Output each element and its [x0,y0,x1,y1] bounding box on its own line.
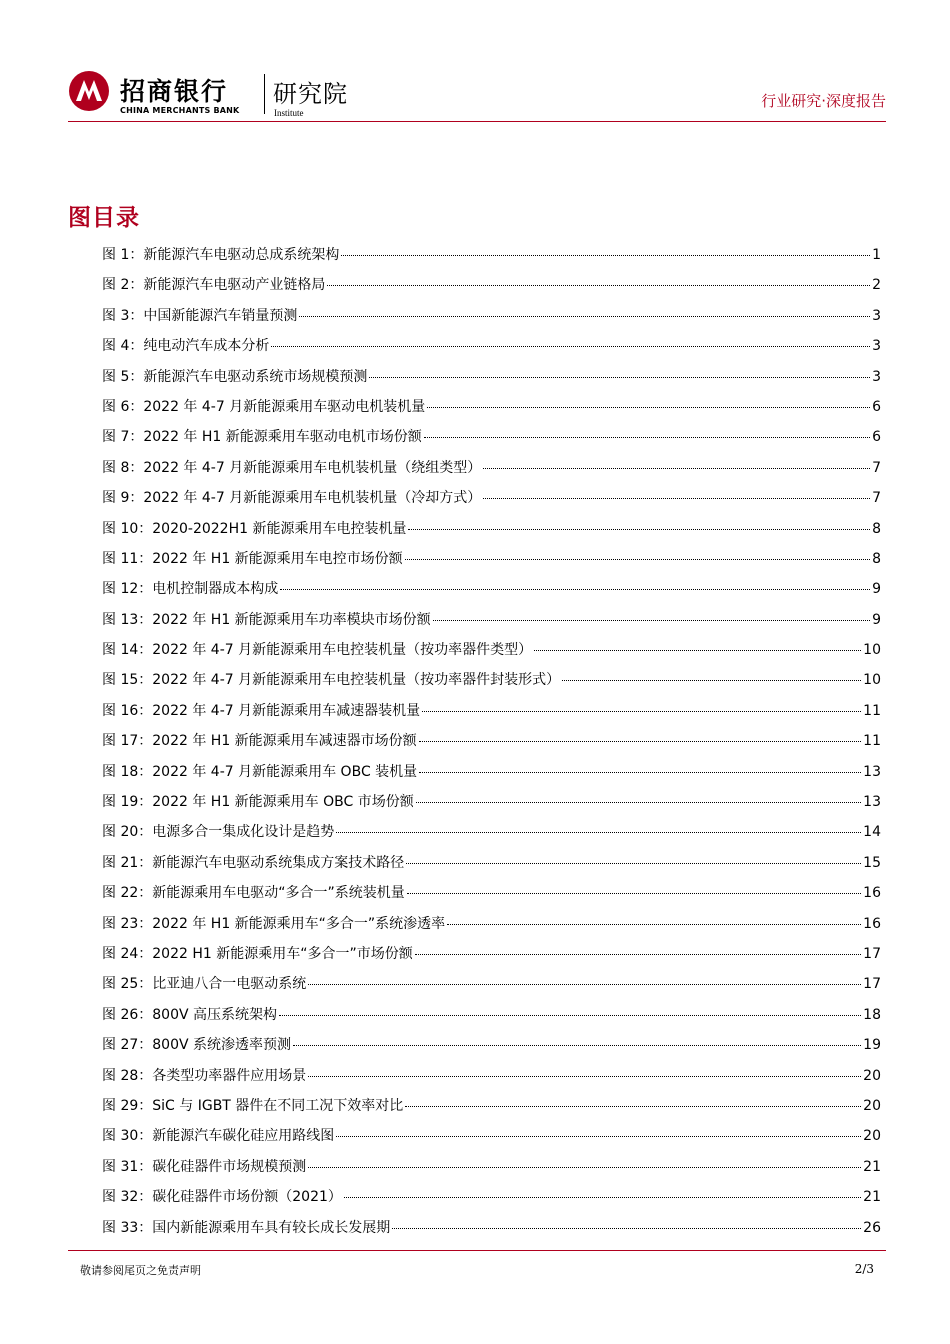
toc-dot-leader [406,863,861,864]
page-header [68,68,886,122]
toc-entry-label: 图 5：新能源汽车电驱动系统市场规模预测 [102,368,368,385]
toc-entry[interactable] [102,700,881,730]
toc-dot-leader [424,437,870,438]
toc-dot-leader [341,255,870,256]
toc-dot-leader [416,802,861,803]
toc-entry-page: 9 [872,611,881,628]
toc-entry-label: 图 30：新能源汽车碳化硅应用路线图 [102,1128,335,1145]
brand-english-name: CHINA MERCHANTS BANK [120,106,240,115]
toc-entry[interactable] [102,366,881,396]
toc-dot-leader [369,377,870,378]
toc-entry-label: 图 32：碳化硅器件市场份额（2021） [102,1189,342,1206]
toc-entry-page: 8 [872,520,881,537]
footer-rule [68,1250,886,1251]
toc-entry-page: 17 [863,976,881,993]
toc-entry-label: 图 22：新能源乘用车电驱动“多合一”系统装机量 [102,885,405,902]
toc-dot-leader [483,468,870,469]
toc-dot-leader [419,741,861,742]
toc-entry-page: 20 [863,1128,881,1145]
toc-entry[interactable] [102,548,881,578]
toc-entry-label: 图 29：SiC 与 IGBT 器件在不同工况下效率对比 [102,1097,404,1114]
toc-entry-page: 7 [872,490,881,507]
toc-entry-label: 图 26：800V 高压系统架构 [102,1006,278,1023]
toc-entry[interactable] [102,761,881,791]
toc-entry-page: 6 [872,429,881,446]
toc-dot-leader [271,346,870,347]
toc-dot-leader [308,1167,861,1168]
toc-entry-page: 2 [872,277,881,294]
toc-entry[interactable] [102,852,881,882]
toc-entry-page: 9 [872,581,881,598]
toc-entry-page: 8 [872,550,881,567]
toc-entry-label: 图 21：新能源汽车电驱动系统集成方案技术路径 [102,854,405,871]
toc-dot-leader [483,498,870,499]
toc-entry-page: 13 [863,794,881,811]
toc-dot-leader [405,559,870,560]
report-type: 行业研究·深度报告 [761,92,886,110]
toc-entry[interactable] [102,335,881,365]
institute-name: 研究院 [273,80,348,108]
toc-entry-page: 3 [872,368,881,385]
page-number: 2/3 [854,1262,874,1276]
header-divider [264,74,265,114]
toc-entry-page: 19 [863,1037,881,1054]
toc-entry[interactable] [102,518,881,548]
toc-entry-page: 1 [872,247,881,263]
toc-entry[interactable] [102,730,881,760]
toc-entry-label: 图 17：2022 年 H1 新能源乘用车减速器市场份额 [102,733,417,750]
toc-dot-leader [408,529,870,530]
toc-dot-leader [279,1015,861,1016]
toc-entry-label: 图 11：2022 年 H1 新能源乘用车电控市场份额 [102,550,403,567]
brand-name: 招商银行 [120,77,229,106]
toc-entry[interactable] [102,669,881,699]
toc-entry-label: 图 31：碳化硅器件市场规模预测 [102,1158,307,1175]
toc-entry-label: 图 4：纯电动汽车成本分析 [102,338,270,355]
toc-entry-page: 14 [863,824,881,841]
toc-entry-page: 10 [863,672,881,689]
toc-dot-leader [308,1076,861,1077]
toc-dot-leader [336,1136,861,1137]
toc-dot-leader [433,620,870,621]
toc-entry[interactable] [102,1065,881,1095]
toc-entry[interactable] [102,457,881,487]
toc-entry-label: 图 8：2022 年 4-7 月新能源乘用车电机装机量（绕组类型） [102,459,482,476]
toc-entry[interactable] [102,913,881,943]
toc-dot-leader [392,1228,861,1229]
toc-dot-leader [308,984,861,985]
toc-entry-page: 3 [872,307,881,324]
toc-entry[interactable] [102,821,881,851]
toc-dot-leader [427,407,870,408]
institute-english-name: Institute [274,108,304,118]
toc-entry-label: 图 3：中国新能源汽车销量预测 [102,307,298,324]
footer-disclaimer: 敬请参阅尾页之免责声明 [80,1264,201,1277]
toc-entry[interactable] [102,882,881,912]
toc-dot-leader [336,832,861,833]
toc-entry-label: 图 28：各类型功率器件应用场景 [102,1067,307,1084]
toc-entry[interactable] [102,1217,881,1247]
toc-entry-label: 图 7：2022 年 H1 新能源乘用车驱动电机市场份额 [102,429,422,446]
toc-entry[interactable] [102,943,881,973]
toc-entry-label: 图 24：2022 H1 新能源乘用车“多合一”市场份额 [102,945,413,962]
toc-entry-label: 图 1：新能源汽车电驱动总成系统架构 [102,247,340,263]
toc-dot-leader [327,285,870,286]
toc-entry-page: 13 [863,763,881,780]
toc-entry[interactable] [102,1125,881,1155]
toc-entry-label: 图 27：800V 系统渗透率预测 [102,1037,292,1054]
toc-entry[interactable] [102,1156,881,1186]
toc-entry-label: 图 23：2022 年 H1 新能源乘用车“多合一”系统渗透率 [102,915,446,932]
toc-entry-label: 图 2：新能源汽车电驱动产业链格局 [102,277,326,294]
toc-entry-label: 图 6：2022 年 4-7 月新能源乘用车驱动电机装机量 [102,398,426,415]
toc-entry-page: 18 [863,1006,881,1023]
toc-entry-label: 图 10：2020-2022H1 新能源乘用车电控装机量 [102,520,407,537]
header-rule [68,121,886,122]
toc-entry-label: 图 20：电源多合一集成化设计是趋势 [102,824,335,841]
toc-entry-page: 6 [872,398,881,415]
toc-dot-leader [562,680,861,681]
figure-list [102,244,881,1247]
toc-entry-label: 图 16：2022 年 4-7 月新能源乘用车减速器装机量 [102,702,421,719]
toc-entry-label: 图 18：2022 年 4-7 月新能源乘用车 OBC 装机量 [102,763,418,780]
bank-logo-icon [68,70,110,112]
toc-entry[interactable] [102,396,881,426]
toc-entry-page: 10 [863,642,881,659]
toc-entry-label: 图 25：比亚迪八合一电驱动系统 [102,976,307,993]
toc-entry-page: 21 [863,1189,881,1206]
toc-dot-leader [293,1045,861,1046]
toc-entry-label: 图 33：国内新能源乘用车具有较长成长发展期 [102,1219,391,1236]
toc-dot-leader [344,1197,861,1198]
toc-entry[interactable] [102,973,881,1003]
toc-entry-label: 图 19：2022 年 H1 新能源乘用车 OBC 市场份额 [102,794,414,811]
toc-entry-page: 16 [863,885,881,902]
toc-entry-label: 图 14：2022 年 4-7 月新能源乘用车电控装机量（按功率器件类型） [102,642,533,659]
toc-entry[interactable] [102,791,881,821]
toc-entry-page: 20 [863,1067,881,1084]
toc-dot-leader [422,711,861,712]
toc-entry-label: 图 13：2022 年 H1 新能源乘用车功率模块市场份额 [102,611,431,628]
toc-entry-page: 3 [872,338,881,355]
toc-entry[interactable] [102,1095,881,1125]
toc-entry[interactable] [102,487,881,517]
toc-dot-leader [405,1106,861,1107]
toc-entry[interactable] [102,1034,881,1064]
toc-entry-page: 26 [863,1219,881,1236]
toc-entry[interactable] [102,426,881,456]
toc-entry[interactable] [102,1186,881,1216]
toc-entry-page: 17 [863,945,881,962]
toc-entry-page: 21 [863,1158,881,1175]
toc-entry-page: 11 [863,702,881,719]
toc-dot-leader [299,316,870,317]
toc-dot-leader [419,772,861,773]
toc-entry-page: 20 [863,1097,881,1114]
toc-dot-leader [534,650,861,651]
toc-title: 图目录 [68,205,140,231]
toc-entry[interactable] [102,578,881,608]
toc-entry-page: 16 [863,915,881,932]
toc-dot-leader [407,893,861,894]
toc-entry-page: 7 [872,459,881,476]
toc-entry-page: 11 [863,733,881,750]
toc-entry[interactable] [102,1004,881,1034]
toc-entry-label: 图 15：2022 年 4-7 月新能源乘用车电控装机量（按功率器件封装形式） [102,672,561,689]
toc-entry[interactable] [102,639,881,669]
toc-entry-label: 图 12：电机控制器成本构成 [102,581,279,598]
toc-entry[interactable] [102,274,881,304]
toc-dot-leader [447,924,861,925]
toc-entry-label: 图 9：2022 年 4-7 月新能源乘用车电机装机量（冷却方式） [102,490,482,507]
toc-entry[interactable] [102,609,881,639]
toc-entry[interactable] [102,244,881,274]
toc-entry-page: 15 [863,854,881,871]
toc-dot-leader [280,589,870,590]
toc-dot-leader [415,954,861,955]
toc-entry[interactable] [102,305,881,335]
